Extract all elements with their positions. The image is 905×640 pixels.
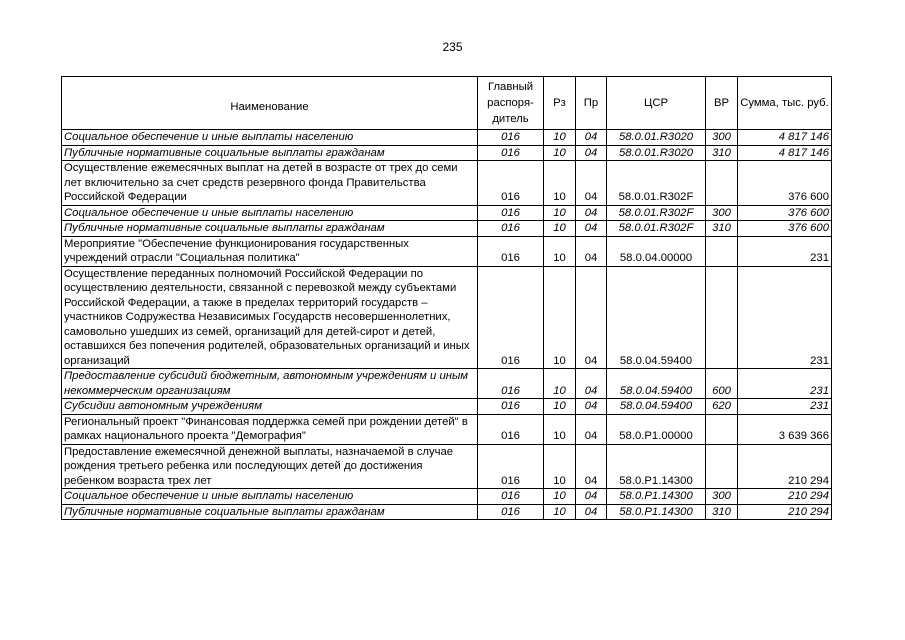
- row-main-manager: 016: [478, 236, 544, 266]
- row-vr: 300: [706, 205, 738, 221]
- row-rz: 10: [544, 205, 576, 221]
- row-rz: 10: [544, 145, 576, 161]
- row-rz: 10: [544, 236, 576, 266]
- row-rz: 10: [544, 399, 576, 415]
- row-name: Социальное обеспечение и иные выплаты населению: [62, 489, 478, 505]
- table-row: [62, 145, 832, 161]
- budget-table: [61, 76, 832, 520]
- row-csr: 58.0.P1.14300: [607, 504, 706, 520]
- table-row: [62, 399, 832, 415]
- row-vr: [706, 266, 738, 369]
- table-row: [62, 369, 832, 399]
- row-rz: 10: [544, 489, 576, 505]
- row-amount: 210 294: [738, 444, 832, 489]
- row-vr: 310: [706, 221, 738, 237]
- row-rz: 10: [544, 221, 576, 237]
- row-csr: 58.0.04.59400: [607, 399, 706, 415]
- row-pr: 04: [576, 130, 607, 146]
- row-amount: 231: [738, 266, 832, 369]
- row-name: Публичные нормативные социальные выплаты гражданам: [62, 145, 478, 161]
- row-vr: 310: [706, 504, 738, 520]
- header-rz: Рз: [544, 77, 576, 130]
- row-csr: 58.0.04.59400: [607, 266, 706, 369]
- row-vr: 310: [706, 145, 738, 161]
- row-amount: 4 817 146: [738, 130, 832, 146]
- row-name: Региональный проект "Финансовая поддержка семей при рождении детей" в рамках национального проекта "Демография": [62, 414, 478, 444]
- row-rz: 10: [544, 161, 576, 206]
- row-pr: 04: [576, 266, 607, 369]
- table-row: [62, 504, 832, 520]
- row-amount: 376 600: [738, 205, 832, 221]
- row-amount: 210 294: [738, 489, 832, 505]
- row-pr: 04: [576, 444, 607, 489]
- header-csr: ЦСР: [607, 77, 706, 130]
- row-csr: 58.0.04.59400: [607, 369, 706, 399]
- table-row: [62, 130, 832, 146]
- row-pr: 04: [576, 369, 607, 399]
- table-row: [62, 414, 832, 444]
- header-name: Наименование: [62, 77, 478, 130]
- row-pr: 04: [576, 414, 607, 444]
- header-vr: ВР: [706, 77, 738, 130]
- row-csr: 58.0.01.R302F: [607, 161, 706, 206]
- row-pr: 04: [576, 399, 607, 415]
- row-rz: 10: [544, 414, 576, 444]
- row-vr: 300: [706, 489, 738, 505]
- row-main-manager: 016: [478, 444, 544, 489]
- row-csr: 58.0.P1.00000: [607, 414, 706, 444]
- row-vr: 300: [706, 130, 738, 146]
- row-main-manager: 016: [478, 221, 544, 237]
- row-vr: 600: [706, 369, 738, 399]
- row-rz: 10: [544, 266, 576, 369]
- table-row: [62, 161, 832, 206]
- row-vr: [706, 444, 738, 489]
- table-row: [62, 489, 832, 505]
- row-rz: 10: [544, 504, 576, 520]
- row-amount: 231: [738, 399, 832, 415]
- row-rz: 10: [544, 444, 576, 489]
- row-amount: 231: [738, 369, 832, 399]
- table-row: [62, 266, 832, 369]
- table-row: [62, 205, 832, 221]
- row-pr: 04: [576, 161, 607, 206]
- row-pr: 04: [576, 236, 607, 266]
- row-name: Публичные нормативные социальные выплаты гражданам: [62, 221, 478, 237]
- row-vr: [706, 236, 738, 266]
- header-amount: Сумма, тыс. руб.: [738, 77, 832, 130]
- header-main-manager: Главный распоря-дитель: [478, 77, 544, 130]
- row-amount: 376 600: [738, 161, 832, 206]
- row-vr: [706, 414, 738, 444]
- row-pr: 04: [576, 489, 607, 505]
- row-name: Социальное обеспечение и иные выплаты населению: [62, 205, 478, 221]
- header-row: [62, 77, 832, 130]
- row-main-manager: 016: [478, 205, 544, 221]
- row-csr: 58.0.04.00000: [607, 236, 706, 266]
- row-main-manager: 016: [478, 161, 544, 206]
- row-vr: [706, 161, 738, 206]
- row-name: Осуществление переданных полномочий Российской Федерации по осуществлению деятельности, связанной с перевозкой между субъектами Российской Федерации, а также в пределах территорий государств – участников Содружества Независимых Государств несовершеннолетних, самовольно ушедших из семей, организаций для детей-сирот и детей, оставшихся без попечения родителей, образовательных организаций и иных организаций: [62, 266, 478, 369]
- row-amount: 3 639 366: [738, 414, 832, 444]
- row-main-manager: 016: [478, 369, 544, 399]
- row-csr: 58.0.P1.14300: [607, 489, 706, 505]
- row-rz: 10: [544, 369, 576, 399]
- row-csr: 58.0.01.R302F: [607, 221, 706, 237]
- row-csr: 58.0.01.R3020: [607, 130, 706, 146]
- row-main-manager: 016: [478, 266, 544, 369]
- header-pr: Пр: [576, 77, 607, 130]
- row-amount: 4 817 146: [738, 145, 832, 161]
- row-main-manager: 016: [478, 504, 544, 520]
- table-row: [62, 444, 832, 489]
- row-amount: 231: [738, 236, 832, 266]
- row-name: Субсидии автономным учреждениям: [62, 399, 478, 415]
- row-amount: 376 600: [738, 221, 832, 237]
- row-pr: 04: [576, 205, 607, 221]
- row-main-manager: 016: [478, 489, 544, 505]
- row-csr: 58.0.P1.14300: [607, 444, 706, 489]
- row-pr: 04: [576, 145, 607, 161]
- row-vr: 620: [706, 399, 738, 415]
- row-name: Предоставление ежемесячной денежной выплаты, назначаемой в случае рождения третьего ребенка или последующих детей до достижения ребенком возраста трех лет: [62, 444, 478, 489]
- row-name: Мероприятие "Обеспечение функционирования государственных учреждений отрасли "Социальная политика": [62, 236, 478, 266]
- row-rz: 10: [544, 130, 576, 146]
- row-main-manager: 016: [478, 145, 544, 161]
- row-main-manager: 016: [478, 414, 544, 444]
- row-name: Социальное обеспечение и иные выплаты населению: [62, 130, 478, 146]
- row-csr: 58.0.01.R3020: [607, 145, 706, 161]
- row-pr: 04: [576, 504, 607, 520]
- table-row: [62, 236, 832, 266]
- row-amount: 210 294: [738, 504, 832, 520]
- table-row: [62, 221, 832, 237]
- row-main-manager: 016: [478, 130, 544, 146]
- row-csr: 58.0.01.R302F: [607, 205, 706, 221]
- row-main-manager: 016: [478, 399, 544, 415]
- row-name: Предоставление субсидий бюджетным, автономным учреждениям и иным некоммерческим организациям: [62, 369, 478, 399]
- page-number: 235: [442, 40, 463, 54]
- row-name: Публичные нормативные социальные выплаты гражданам: [62, 504, 478, 520]
- row-name: Осуществление ежемесячных выплат на детей в возрасте от трех до семи лет включительно за счет средств резервного фонда Правительства Российской Федерации: [62, 161, 478, 206]
- row-pr: 04: [576, 221, 607, 237]
